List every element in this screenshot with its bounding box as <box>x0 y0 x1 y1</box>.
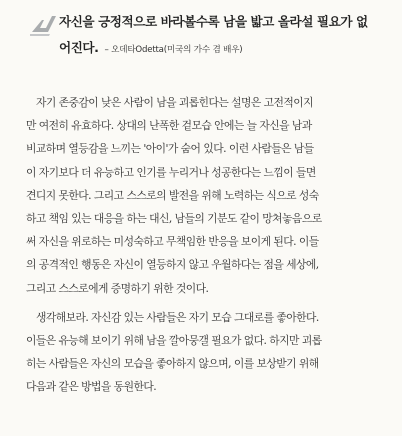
paragraph-line: 자기 존중감이 낮은 사람이 남을 괴롭힌다는 설명은 고전적이지 <box>36 96 314 109</box>
paragraph-1 <box>26 91 378 300</box>
paragraph-line: 의 공격적인 행동은 자신이 열등하지 않고 우월하다는 점을 세상에, <box>26 258 319 272</box>
quote-mark-icon <box>30 14 58 36</box>
paragraph-line: 써 자신을 위로하는 미성숙하고 무책임한 반응을 보이게 된다. 이들 <box>26 235 319 249</box>
quote-attribution: – 오데타Odetta(미국의 가수 겸 배우) <box>104 45 243 55</box>
body-text <box>26 91 378 398</box>
paragraph-line: 만 여전히 유효하다. 상대의 난폭한 겉모습 안에는 늘 자신을 남과 <box>26 119 312 133</box>
paragraph-line: 생각해보라. 자신감 있는 사람들은 자기 모습 그대로를 좋아한다. <box>36 310 319 324</box>
paragraph-line: 비교하며 열등감을 느끼는 '아이'가 숨어 있다. 이런 사람들은 남들 <box>26 142 314 156</box>
quote-text-line-2-text: 어진다. <box>59 40 99 55</box>
quote-heading <box>59 9 395 63</box>
paragraph-line: 이들은 유능해 보이기 위해 남을 깔아뭉갤 필요가 없다. 하지만 괴롭 <box>26 333 322 347</box>
paragraph-line: 이 자기보다 더 유능하고 인기를 누리거나 성공한다는 느낌이 들면 <box>26 165 316 179</box>
paragraph-line: 다음과 같은 방법을 동원한다. <box>26 380 157 394</box>
quote-text-line-2 <box>59 35 395 63</box>
paragraph-line: 히는 사람들은 자신의 모습을 좋아하지 않으며, 이를 보상받기 위해 <box>26 357 319 371</box>
paragraph-line: 견디지 못한다. 그리고 스스로의 발전을 위해 노력하는 식으로 성숙 <box>26 188 319 202</box>
paragraph-line: 하고 책임 있는 대응을 하는 대신, 남들의 기분도 같이 망쳐놓음으로 <box>26 211 322 225</box>
paragraph-line: 그리고 스스로에게 증명하기 위한 것이다. <box>26 281 209 295</box>
paragraph-2 <box>26 306 378 399</box>
quote-text-line-1: 자신을 긍정적으로 바라볼수록 남을 밟고 올라설 필요가 없 <box>59 14 368 29</box>
